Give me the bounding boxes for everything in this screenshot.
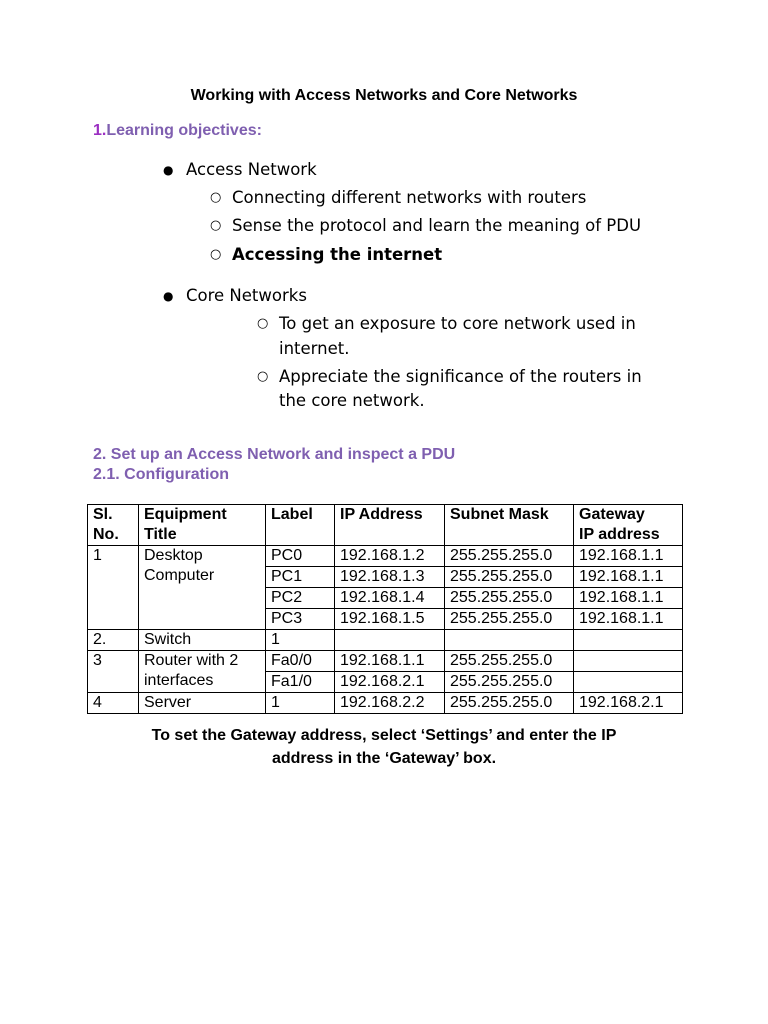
table-cell-mask: [445, 630, 574, 651]
table-row: [88, 693, 683, 714]
list-item-continuation: internet.: [279, 339, 350, 358]
bullet-icon: ●: [163, 163, 174, 177]
circle-bullet-icon: ○: [210, 218, 222, 233]
table-cell-gateway: 192.168.2.1: [574, 693, 683, 714]
table-cell-gateway: [574, 630, 683, 651]
column-header-sl-no: [88, 505, 139, 546]
section-2-1-heading: 2.1. Configuration: [93, 466, 229, 483]
table-row: [88, 651, 683, 672]
table-cell-label: 1: [266, 693, 335, 714]
table-header-row: [88, 505, 683, 546]
header-text: IP address: [579, 526, 660, 543]
cell-text: Desktop: [144, 547, 203, 564]
table-cell-label: 1: [266, 630, 335, 651]
table-cell-mask: 255.255.255.0: [445, 546, 574, 567]
header-text: Equipment: [144, 506, 227, 523]
table-cell-ip: [335, 630, 445, 651]
header-text: Sl.: [93, 506, 113, 523]
list-item: [257, 365, 642, 389]
table-cell-gateway: 192.168.1.1: [574, 588, 683, 609]
table-cell-label: PC1: [266, 567, 335, 588]
table-cell-sl: 2.: [88, 630, 139, 651]
table-cell-ip: 192.168.2.2: [335, 693, 445, 714]
gateway-instruction-note: [0, 724, 768, 770]
list-item-label: Connecting different networks with routers: [232, 188, 587, 207]
list-item-core-networks: [163, 284, 307, 308]
table-cell-mask: 255.255.255.0: [445, 588, 574, 609]
table-cell-label: Fa0/0: [266, 651, 335, 672]
table-cell-ip: 192.168.2.1: [335, 672, 445, 693]
column-header-subnet-mask: [445, 505, 574, 546]
table-cell-sl: 3: [88, 651, 139, 693]
table-cell-equipment: [139, 546, 266, 630]
table-cell-gateway: [574, 651, 683, 672]
configuration-table: [87, 504, 683, 714]
table-cell-ip: 192.168.1.1: [335, 651, 445, 672]
table-cell-label: PC3: [266, 609, 335, 630]
list-item-label: Core Networks: [186, 286, 307, 305]
cell-text: interfaces: [144, 672, 214, 689]
column-header-ip-address: [335, 505, 445, 546]
header-text: Title: [144, 526, 177, 543]
section-2-heading: 2. Set up an Access Network and inspect a PDU: [93, 446, 456, 463]
header-text: Gateway: [579, 506, 645, 523]
list-item-continuation: the core network.: [279, 391, 425, 410]
list-item-label: Appreciate the significance of the routers in: [279, 367, 642, 386]
table-cell-mask: 255.255.255.0: [445, 672, 574, 693]
circle-bullet-icon: ○: [257, 316, 269, 331]
table-cell-mask: 255.255.255.0: [445, 693, 574, 714]
note-line: address in the ‘Gateway’ box.: [271, 750, 497, 767]
column-header-gateway: [574, 505, 683, 546]
list-item: [210, 243, 443, 267]
table-cell-gateway: 192.168.1.1: [574, 546, 683, 567]
list-item: [210, 186, 587, 210]
table-row: [88, 546, 683, 567]
list-item-label: Sense the protocol and learn the meaning of PDU: [232, 216, 642, 235]
list-item-label: Accessing the internet: [232, 245, 443, 264]
list-item-access-network: [163, 158, 317, 182]
cell-text: Computer: [144, 567, 215, 584]
table-cell-equipment: Switch: [139, 630, 266, 651]
table-cell-sl: 1: [88, 546, 139, 630]
column-header-label: [266, 505, 335, 546]
table-cell-mask: 255.255.255.0: [445, 567, 574, 588]
table-cell-equipment: Server: [139, 693, 266, 714]
list-item-label: Access Network: [186, 160, 317, 179]
section-1-title: Learning objectives:: [106, 122, 262, 139]
note-line: To set the Gateway address, select ‘Settings’ and enter the IP: [151, 727, 617, 744]
list-item: [257, 312, 636, 336]
table-cell-label: PC0: [266, 546, 335, 567]
table-cell-equipment: [139, 651, 266, 693]
table-cell-gateway: 192.168.1.1: [574, 609, 683, 630]
table-cell-gateway: [574, 672, 683, 693]
header-text: IP Address: [340, 506, 423, 523]
table-cell-mask: 255.255.255.0: [445, 609, 574, 630]
header-text: Label: [271, 506, 313, 523]
table-cell-sl: 4: [88, 693, 139, 714]
circle-bullet-icon: ○: [257, 369, 269, 384]
objectives-list: [0, 0, 768, 430]
table-cell-ip: 192.168.1.3: [335, 567, 445, 588]
list-item-label: To get an exposure to core network used in: [279, 314, 636, 333]
header-text: Subnet Mask: [450, 506, 549, 523]
column-header-equipment-title: [139, 505, 266, 546]
list-item: [210, 214, 642, 238]
table-cell-mask: 255.255.255.0: [445, 651, 574, 672]
table-cell-label: PC2: [266, 588, 335, 609]
table-cell-ip: 192.168.1.5: [335, 609, 445, 630]
bullet-icon: ●: [163, 289, 174, 303]
table-row: [88, 630, 683, 651]
circle-bullet-icon: ○: [210, 190, 222, 205]
table-cell-label: Fa1/0: [266, 672, 335, 693]
section-1-number: 1.: [93, 122, 107, 139]
table-cell-ip: 192.168.1.4: [335, 588, 445, 609]
table-cell-gateway: 192.168.1.1: [574, 567, 683, 588]
header-text: No.: [93, 526, 119, 543]
document-title: Working with Access Networks and Core Networks: [190, 87, 578, 104]
cell-text: Router with 2: [144, 652, 239, 669]
circle-bullet-icon: ○: [210, 247, 222, 262]
table-cell-ip: 192.168.1.2: [335, 546, 445, 567]
